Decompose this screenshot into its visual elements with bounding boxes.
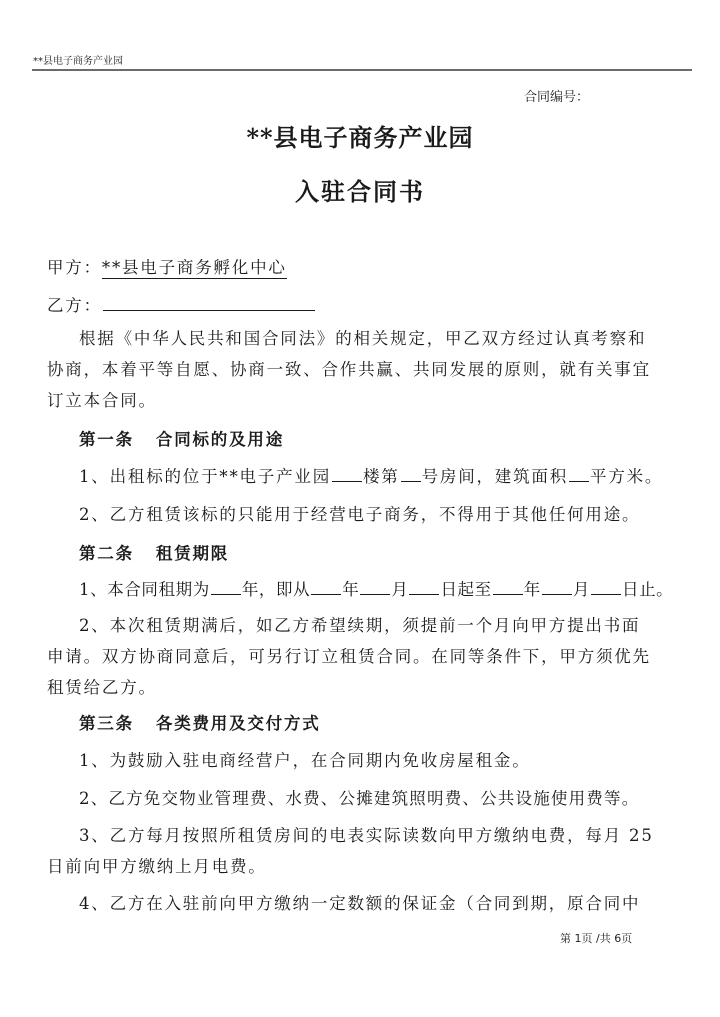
clause-text: 1、本合同租期为 (79, 580, 210, 599)
document-title: **县电子商务产业园 (246, 123, 474, 152)
clause-text: 日起至 (440, 580, 492, 599)
room-number-blank[interactable] (401, 465, 421, 482)
contract-number-label: 合同编号： (524, 90, 590, 105)
article-number: 第一条 (79, 430, 134, 449)
clause-text: 平方米。 (590, 467, 664, 486)
clause-line: 3、乙方每月按照所租赁房间的电表实际读数向甲方缴纳电费，每月 25 (79, 826, 654, 845)
party-b-label: 乙方： (47, 296, 102, 315)
start-month-blank[interactable] (360, 578, 390, 595)
page-indicator: 第 1页 /共 6页 (560, 932, 633, 945)
clause-line: 租赁给乙方。 (47, 678, 157, 697)
clause: 2、乙方免交物业管理费、水费、公摊建筑照明费、公共设施使用费等。 (79, 789, 640, 808)
preamble-line: 协商，本着平等自愿、协商一致、合作共赢、共同发展的原则，就有关事宜 (47, 360, 651, 379)
clause-text: 月 (572, 580, 590, 599)
clause-text: 1、出租标的位于**电子产业园 (79, 467, 331, 486)
running-header: **县电子商务产业园 (33, 56, 123, 67)
clause: 2、乙方租赁该标的只能用于经营电子商务，不得用于其他任何用途。 (79, 505, 641, 524)
party-a-line (47, 254, 687, 278)
header-divider (32, 69, 692, 71)
clause-text: 年 (523, 580, 541, 599)
article-number: 第三条 (79, 714, 134, 733)
end-year-blank[interactable] (493, 578, 523, 595)
preamble-line: 根据《中华人民共和国合同法》的相关规定，甲乙双方经过认真考察和 (79, 329, 647, 348)
article-title: 合同标的及用途 (155, 430, 285, 449)
start-year-blank[interactable] (311, 578, 341, 595)
clause-text: 年 (342, 580, 360, 599)
end-day-blank[interactable] (591, 578, 621, 595)
building-blank[interactable] (332, 465, 362, 482)
party-b-line (47, 292, 687, 316)
preamble-line: 订立本合同。 (47, 391, 157, 410)
party-a-value: **县电子商务孵化中心 (101, 258, 287, 277)
party-a-label: 甲方： (47, 258, 102, 277)
clause-text: 年，即从 (241, 580, 311, 599)
area-blank[interactable] (569, 465, 589, 482)
clause-text: 月 (391, 580, 409, 599)
clause (47, 576, 719, 600)
article-heading (47, 540, 719, 564)
clause-text: 号房间，建筑面积 (421, 467, 569, 486)
document-subtitle: 入驻合同书 (295, 177, 425, 206)
article-number: 第二条 (79, 544, 134, 563)
clause-line: 日前向甲方缴纳上月电费。 (47, 857, 267, 876)
clause-line: 2、本次租赁期满后，如乙方希望续期，须提前一个月向甲方提出书面 (79, 616, 641, 635)
article-heading (47, 426, 719, 450)
end-month-blank[interactable] (542, 578, 572, 595)
clause-text: 日止。 (621, 580, 674, 599)
article-heading (47, 710, 719, 734)
clause-line: 4、乙方在入驻前向甲方缴纳一定数额的保证金（合同到期，原合同中 (79, 894, 641, 913)
clause-text: 楼第 (363, 467, 400, 486)
clause: 1、为鼓励入驻电商经营户，在合同期内免收房屋租金。 (79, 751, 531, 770)
party-b-blank[interactable] (103, 294, 315, 311)
clause-line: 申请。双方协商同意后，可另行订立租赁合同。在同等条件下，甲方须优先 (47, 647, 651, 666)
start-day-blank[interactable] (409, 578, 439, 595)
article-title: 各类费用及交付方式 (155, 714, 321, 733)
article-title: 租赁期限 (155, 544, 230, 563)
term-years-blank[interactable] (211, 578, 241, 595)
clause (47, 463, 719, 487)
